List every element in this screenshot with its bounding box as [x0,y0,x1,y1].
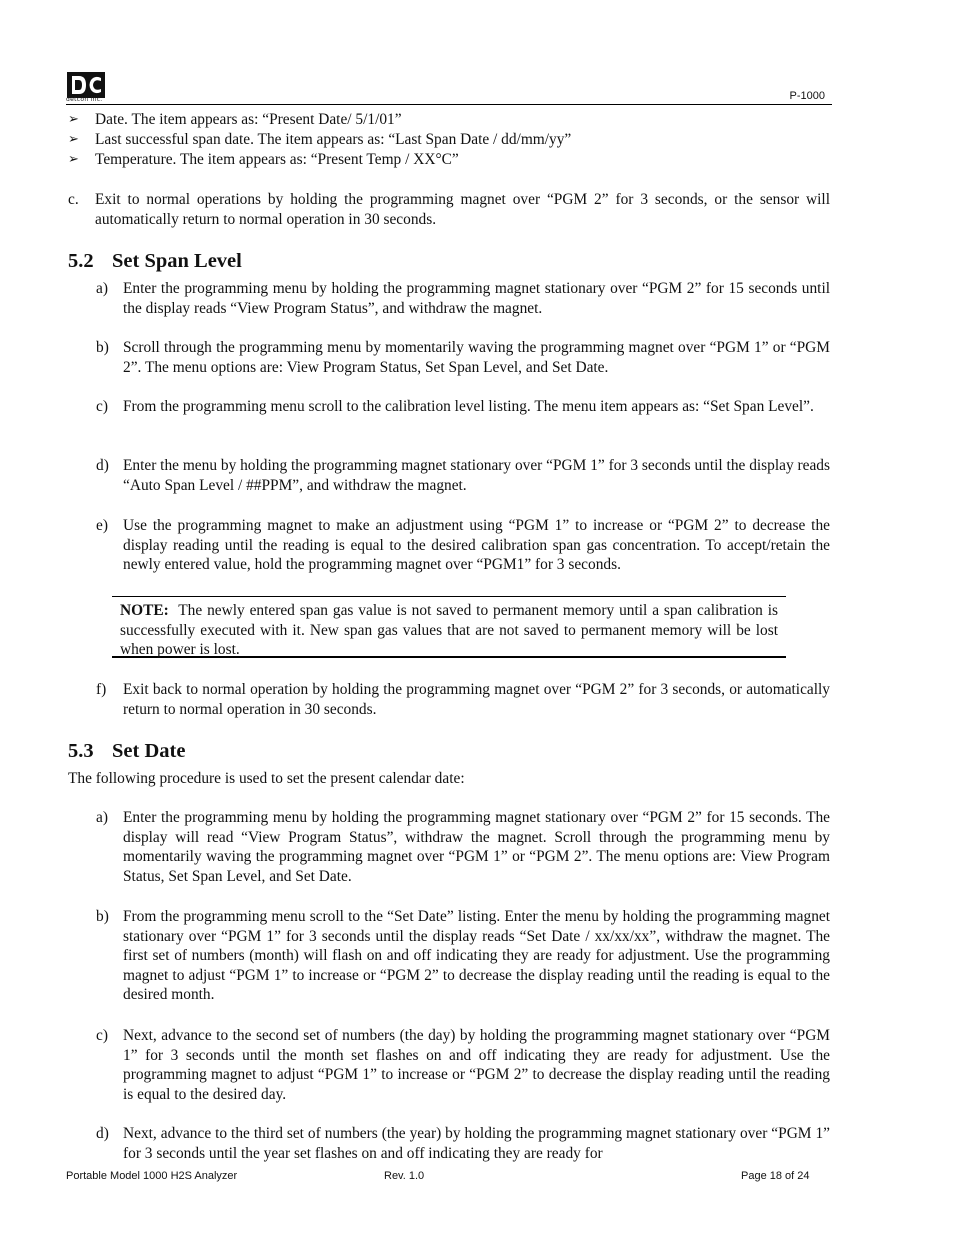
step-text: Next, advance to the second set of numbers (the day) by holding the programming magnet stationary over “PGM 1” for 3 seconds until the month set flashes on and off indicating they are ready for adjustment. Use the programming magnet to adjust “PGM 1” to increase or “PGM 2” to decrease the display reading until the reading is equal to the desired day. [123,1027,830,1103]
list-item [68,130,830,150]
list-item [96,456,830,495]
arrow-bullet-icon: ➢ [68,112,79,127]
section-title: Set Date [112,740,186,762]
step-label: a) [96,809,108,826]
step-text: Use the programming magnet to make an adjustment using “PGM 1” to increase or “PGM 2” to decrease the display reading until the reading is equal to the desired calibration span gas concentration. To accept/retain the newly entered value, hold the programming magnet over “PGM1” for 3 seconds. [123,517,830,574]
list-item [96,279,830,318]
step-label: d) [96,1125,109,1142]
bullet-list [68,110,830,170]
list-item [68,150,830,170]
list-item [96,808,830,886]
step-text: Exit to normal operations by holding the programming magnet over “PGM 2” for 3 seconds, or the sensor will automatically return to normal operation in 30 seconds. [95,191,830,228]
note-paragraph [112,597,786,660]
step-label: d) [96,457,109,474]
footer-revision: Rev. 1.0 [384,1170,425,1182]
step-label: b) [96,908,109,925]
step-text: Enter the programming menu by holding the programming magnet stationary over “PGM 2” for 15 seconds. The display will read “View Program Status”, withdraw the magnet. Scroll through the programming menu by momentarily waving the programming magnet over “PGM 1” or “PGM 2”. The menu options are: View Program Status, Set Span Level, and Set Date. [123,809,830,885]
list-item [96,680,830,719]
list-item [96,1124,830,1164]
step-label: a) [96,280,108,297]
step-text: From the programming menu scroll to the “Set Date” listing. Enter the menu by holding the programming magnet stationary over “PGM 1” for 3 seconds until the display reads “Set Date / xx/xx/xx”, withdraw the magnet. The first set of numbers (month) will flash on and off indicating they are ready for adjustment. Use the programming magnet to adjust “PGM 1” to increase or “PGM 2” to decrease the display reading until the reading is equal to the desired month. [123,908,830,1004]
arrow-bullet-icon: ➢ [68,152,79,167]
step-label: f) [96,681,107,698]
bullet-text: Temperature. The item appears as: “Present Temp / XX°C” [95,151,459,168]
logo-caption: detcon inc. [66,96,103,103]
footer-product: Portable Model 1000 H2S Analyzer [66,1170,238,1182]
list-item [96,907,830,1005]
section-heading-5-2 [68,250,242,273]
footer-page-number: Page 18 of 24 [741,1170,810,1182]
step-text: Scroll through the programming menu by momentarily waving the programming magnet over “PGM 1” or “PGM 2”. The menu options are: View Program Status, Set Span Level, and Set Date. [123,339,830,376]
list-item [68,110,830,130]
header-divider [66,104,832,105]
step-text: Enter the programming menu by holding the programming magnet stationary over “PGM 2” for 15 seconds until the display reads “View Program Status”, and withdraw the magnet. [123,280,830,317]
document-code: P-1000 [789,90,825,102]
step-text: Next, advance to the third set of numbers (the year) by holding the programming magnet stationary over “PGM 1” for 3 seconds until the year set flashes on and off indicating they are ready for [123,1125,830,1162]
step-label: b) [96,339,109,356]
note-box [112,596,786,658]
arrow-bullet-icon: ➢ [68,132,79,147]
section-number: 5.2 [68,250,94,272]
step-item-c [68,190,830,229]
list-item [96,397,830,417]
step-label: c) [96,1027,108,1044]
list-item [96,1026,830,1104]
note-label: NOTE: [120,602,169,619]
bullet-text: Date. The item appears as: “Present Date/ 5/1/01” [95,111,402,128]
section-intro: The following procedure is used to set the present calendar date: [68,770,465,787]
step-text: From the programming menu scroll to the calibration level listing. The menu item appears as: “Set Span Level”. [123,398,814,415]
note-text: The newly entered span gas value is not saved to permanent memory until a span calibration is successfully executed with it. New span gas values that are not saved to permanent memory will be lost when power is lost. [120,602,778,659]
step-label: e) [96,517,108,534]
section-number: 5.3 [68,740,94,762]
bullet-text: Last successful span date. The item appears as: “Last Span Date / dd/mm/yy” [95,131,572,148]
section-title: Set Span Level [112,250,242,272]
list-item [96,516,830,575]
section-heading-5-3 [68,740,185,763]
list-item [96,338,830,377]
step-text: Exit back to normal operation by holding the programming magnet over “PGM 2” for 3 seconds, or automatically return to normal operation in 30 seconds. [123,681,830,718]
step-text: Enter the menu by holding the programming magnet stationary over “PGM 1” for 3 seconds until the display reads “Auto Span Level / ##PPM”, and withdraw the magnet. [123,457,830,494]
step-label: c. [68,191,79,208]
step-label: c) [96,398,108,415]
